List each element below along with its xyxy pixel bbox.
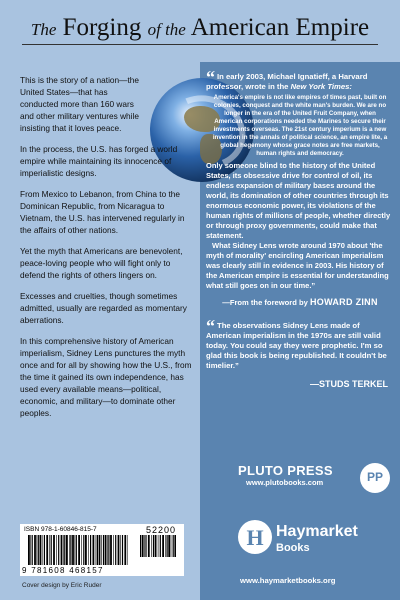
- title-american-empire: American Empire: [190, 14, 370, 41]
- quote-mark-icon: “: [206, 67, 215, 87]
- title-underline: [22, 44, 378, 45]
- ean-barcode-bars: [28, 535, 128, 565]
- haymarket-books: Books: [276, 542, 310, 554]
- ean-digits: 9 781608 468157: [22, 566, 104, 575]
- terkel-quote: “ The observations Sidney Lens made of American imperialism in the 1970s are still valid today. You could say they were prophetic. I'm so glad this book is being republished. It couldn't be timelier.”: [206, 316, 387, 370]
- blurb-paragraph: Excesses and cruelties, though sometimes admitted, usually are regarded as momentary aberrations.: [20, 291, 187, 325]
- blurb-paragraph: This is the story of a nation—the United States—that has conducted more than 160 wars and other military ventures while insisting that it loves peace.: [20, 75, 139, 133]
- price-barcode-bars: [140, 535, 176, 557]
- pluto-press-block: [238, 463, 398, 487]
- zinn-quote-body: Only someone blind to the history of the United States, its obsessive drive for control of oil, its endless expansion of military bases around the world, its domination of other countries through its enormous economic power, its violations of the human rights of millions of people, whether directly or through proxy governments, could make that statement.: [206, 161, 391, 240]
- foreword-attribution: —From the foreword by HOWARD ZINN: [222, 297, 378, 307]
- haymarket-url: www.haymarketbooks.org: [240, 576, 336, 585]
- cover-design-credit: Cover design by Eric Ruder: [22, 582, 102, 589]
- pluto-press-url: www.plutobooks.com: [246, 478, 324, 487]
- blurb-paragraph: From Mexico to Lebanon, from China to the Dominican Republic, from Nicaragua to Vietnam, the U.S. has intervened regularly in the affairs of other nations.: [20, 189, 185, 235]
- price-code: 52200: [146, 525, 177, 535]
- zinn-quote-conclusion: What Sidney Lens wrote around 1970 about 'the myth of morality' encircling American imperialism was clearly still in evidence in 2003. His history of the American empire is essential for understanding what still goes on in our time.”: [206, 241, 389, 290]
- quote-mark-icon: “: [206, 316, 215, 336]
- howard-zinn: HOWARD ZINN: [309, 297, 378, 307]
- terkel-attribution: —STUDS TERKEL: [309, 378, 388, 389]
- ignatieff-quote: America's empire is not like empires of times past, built on colonies, conquest and the white man's burden. We are no longer in the era of the United Fruit Company, when American corporations needed the Marines to secure their investments overseas. The 21st century imperium is a new invention in the annals of political science, an empire lite, a global hegemony whose grace notes are free markets, human rights and democracy.: [212, 94, 388, 157]
- blurb-paragraph: Yet the myth that Americans are benevolent, peace-loving people who will fight only to defend the rights of others lingers on.: [20, 246, 183, 280]
- zinn-quote-intro: “ In early 2003, Michael Ignatieff, a Harvard professor, wrote in the New York Times:: [206, 67, 368, 91]
- pluto-press-name: PLUTO PRESS: [238, 463, 333, 478]
- blurb-paragraph: In the process, the U.S. has forged a world empire while maintaining its innocence of imperialistic designs.: [20, 144, 178, 178]
- pluto-press-logo-icon: PP: [360, 463, 390, 493]
- haymarket-logo-icon: H: [238, 520, 272, 554]
- isbn-number: ISBN 978-1-60846-815-7: [24, 526, 97, 533]
- haymarket-name: Haymarket: [276, 523, 358, 540]
- title-of-the: of the: [147, 20, 186, 39]
- blurb-paragraph: In this comprehensive history of American imperialism, Sidney Lens punctures the myth once and for all by showing how the U.S., from the time it gained its own independence, has used every available means—political, economic, and military—to dominate other peoples.: [20, 336, 192, 418]
- barcode: [20, 524, 184, 576]
- endorsements: [206, 67, 394, 389]
- book-title: [0, 14, 400, 42]
- blurb: [20, 74, 192, 428]
- nyt-source: New York Times:: [290, 82, 352, 91]
- title-forging: Forging: [62, 14, 142, 41]
- title-the: The: [30, 20, 57, 39]
